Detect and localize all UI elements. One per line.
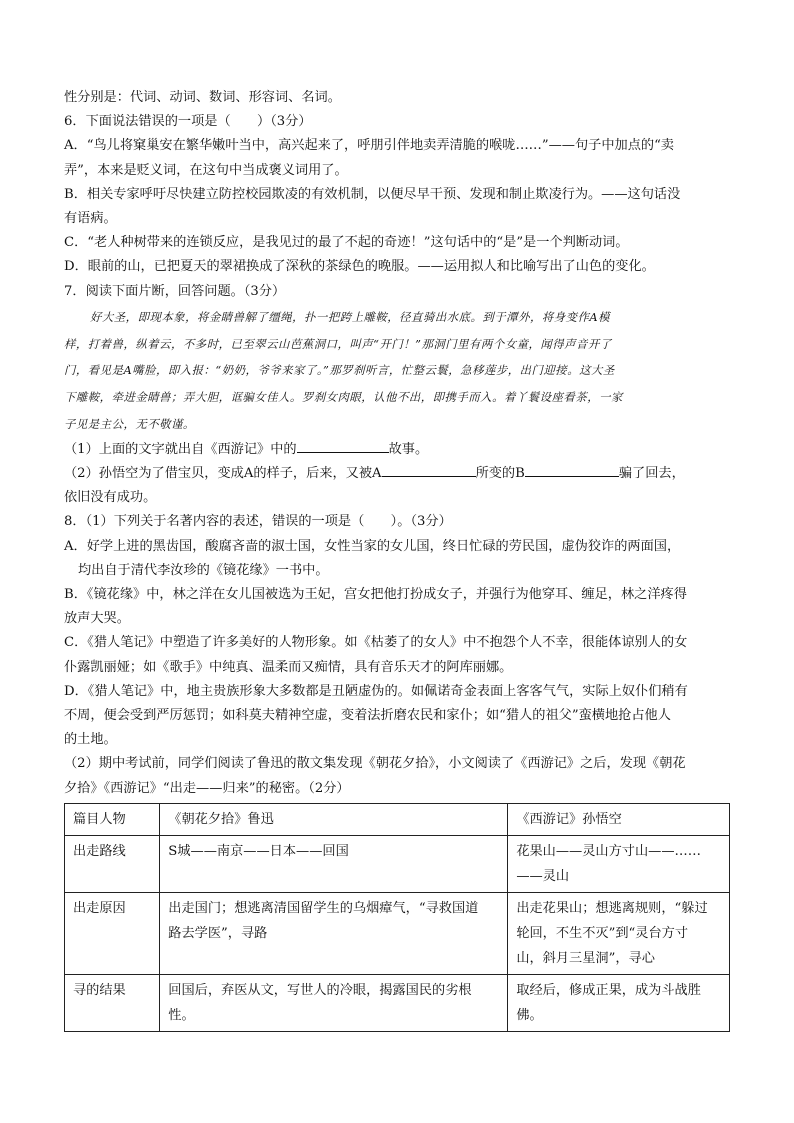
comparison-table [64,803,730,1032]
question-text: （2）孙悟空为了借宝贝，变成A的样子，后来，又被A [64,466,382,482]
option-a-line: A．好学上进的黑齿国，酸腐吝啬的淑士国，女性当家的女儿国，终日忙碌的劳民国，虚伪狡诈的两面国， [64,538,681,554]
cell-line: 出走国门；想逃离清国留学生的乌烟瘴气，“寻救国道 [168,900,479,916]
text-line: 依旧没有成功。 [64,490,157,506]
option-b-line: 有语病。 [64,211,117,227]
row-label: 出走路线 [65,835,160,892]
table-cell [160,892,508,974]
table-header-cell: 篇目人物 [65,803,160,835]
passage-line: 样，打着兽，纵着云，不多时，已至翠云山芭蕉洞口，叫声“开门！”那洞门里有两个女童，闻得声音开了 [64,336,612,351]
table-cell [508,892,730,974]
cell-line: 取经后，修成正果，成为斗战胜 [516,982,701,998]
option-d-line: D．眼前的山，已把夏天的翠裙换成了深秋的茶绿色的晚服。——运用拟人和比喻写出了山色的变化。 [64,259,655,275]
cell-line: 佛。 [516,1007,543,1023]
answer-blank[interactable] [382,462,476,477]
table-row [65,974,730,1031]
option-b-line: B．《镜花缘》中，林之洋在女儿国被选为王妃，宫女把他打扮成女子，并强行为他穿耳、缠足，林之洋疼得 [64,587,687,603]
question-7-2 [64,462,732,486]
option-b-line: B．相关专家呼吁尽快建立防控校园欺凌的有效机制，以便尽早干预、发现和制止欺凌行为。——这句话没 [64,186,681,202]
table-cell [508,974,730,1031]
passage-line: 好大圣，即现本象，将金睛兽解了缰绳，扑一把跨上雕鞍，径直骑出水底。到于潭外，将身变作A模 [90,309,611,324]
table-header-cell: 《朝花夕拾》鲁迅 [160,803,508,835]
cell-line: 轮回，不生不灭”到“灵台方寸 [516,925,689,941]
option-c-line: C．《猎人笔记》中塑造了许多美好的人物形象。如《枯萎了的女人》中不抱怨个人不幸，很能体谅别人的女 [64,635,688,651]
cell-line: 回国后，弃医从文，写世人的冷眼，揭露国民的劣根 [168,982,472,998]
table-header-cell: 《西游记》孙悟空 [508,803,730,835]
row-label: 寻的结果 [65,974,160,1031]
question-text: （1）上面的文字就出自《西游记》中的 [64,441,297,457]
table-cell [508,835,730,892]
cell-line: S城——南京——日本——回国 [168,843,349,859]
option-a-line: A．“鸟儿将窠巢安在繁华嫩叶当中，高兴起来了，呼朋引伴地卖弄清脆的喉咙……”——句子中加点的“卖 [64,138,674,154]
question-text: 所变的B [475,466,525,482]
row-label: 出走原因 [65,892,160,974]
question-7-title: 7．阅读下面片断，回答问题。（3分） [64,283,286,299]
question-7-1 [64,438,732,462]
option-d-line: 的土地。 [64,732,117,748]
option-a-line: 弄”，本来是贬义词，在这句中当成褒义词用了。 [64,162,348,178]
table-cell [160,835,508,892]
cell-line: 路去学医”，寻路 [168,925,268,941]
question-8-2: 夕拾》《西游记》“出走——归来”的秘密。（2分） [64,780,350,796]
question-text: 骗了回去， [618,466,685,482]
option-c-line: 仆露凯丽娅；如《歌手》中纯真、温柔而又痴情，具有音乐天才的阿库丽娜。 [64,659,513,675]
text-line: 性分别是：代词、动词、数词、形容词、名词。 [64,90,341,105]
cell-line: 性。 [168,1007,195,1023]
cell-line: 花果山——灵山方寸山——…… [516,843,701,859]
option-a-line: 均出自于清代李汝珍的《镜花缘》一书中。 [78,562,329,578]
answer-blank[interactable] [297,438,389,453]
passage-line: 下雕鞍，牵进金睛兽；弄大胆，诓骗女佳人。罗刹女肉眼，认他不出，即携手而入。着丫鬟设座看茶，一家 [64,390,623,405]
cell-line: 山，斜月三星洞”，寻心 [516,950,655,966]
table-cell [160,974,508,1031]
cell-line: 出走花果山；想逃离规则，“躲过 [516,900,708,916]
option-d-line: D．《猎人笔记》中，地主贵族形象大多数都是丑陋虚伪的。如佩诺奇金表面上客客气气，实际上奴仆们稍有 [64,683,688,699]
passage-line: 子见是主公，无不敬谨。 [64,417,195,432]
question-text: 故事。 [388,441,429,457]
table-row [65,835,730,892]
option-b-line: 放声大哭。 [64,611,130,627]
table-row [65,892,730,974]
question-6-title: 6．下面说法错误的一项是（ ）（3分） [64,114,312,130]
question-8-title: 8．（1）下列关于名著内容的表述，错误的一项是（ ）。（3分） [64,514,452,530]
option-c-line: C．“老人种树带来的连锁反应，是我见过的最了不起的奇迹！”这句话中的“是”是一个判断动词。 [64,235,629,251]
exam-page [64,86,732,1032]
answer-blank[interactable] [525,462,619,477]
table-header-row [65,803,730,835]
passage-line: 门，看见是A嘴脸，即入报：“奶奶，爷爷来家了。”那罗刹听言，忙整云鬟，急移莲步，出门迎接。这大圣 [64,363,615,378]
question-8-2: （2）期中考试前，同学们阅读了鲁迅的散文集发现《朝花夕拾》，小文阅读了《西游记》之后，发现《朝花 [64,756,686,772]
cell-line: ——灵山 [516,868,570,884]
option-d-line: 不周，便会受到严厉惩罚；如科莫夫精神空虚，变着法折磨农民和家仆；如“猎人的祖父”蛮横地抢占他人 [64,708,671,724]
reading-passage [64,304,732,438]
